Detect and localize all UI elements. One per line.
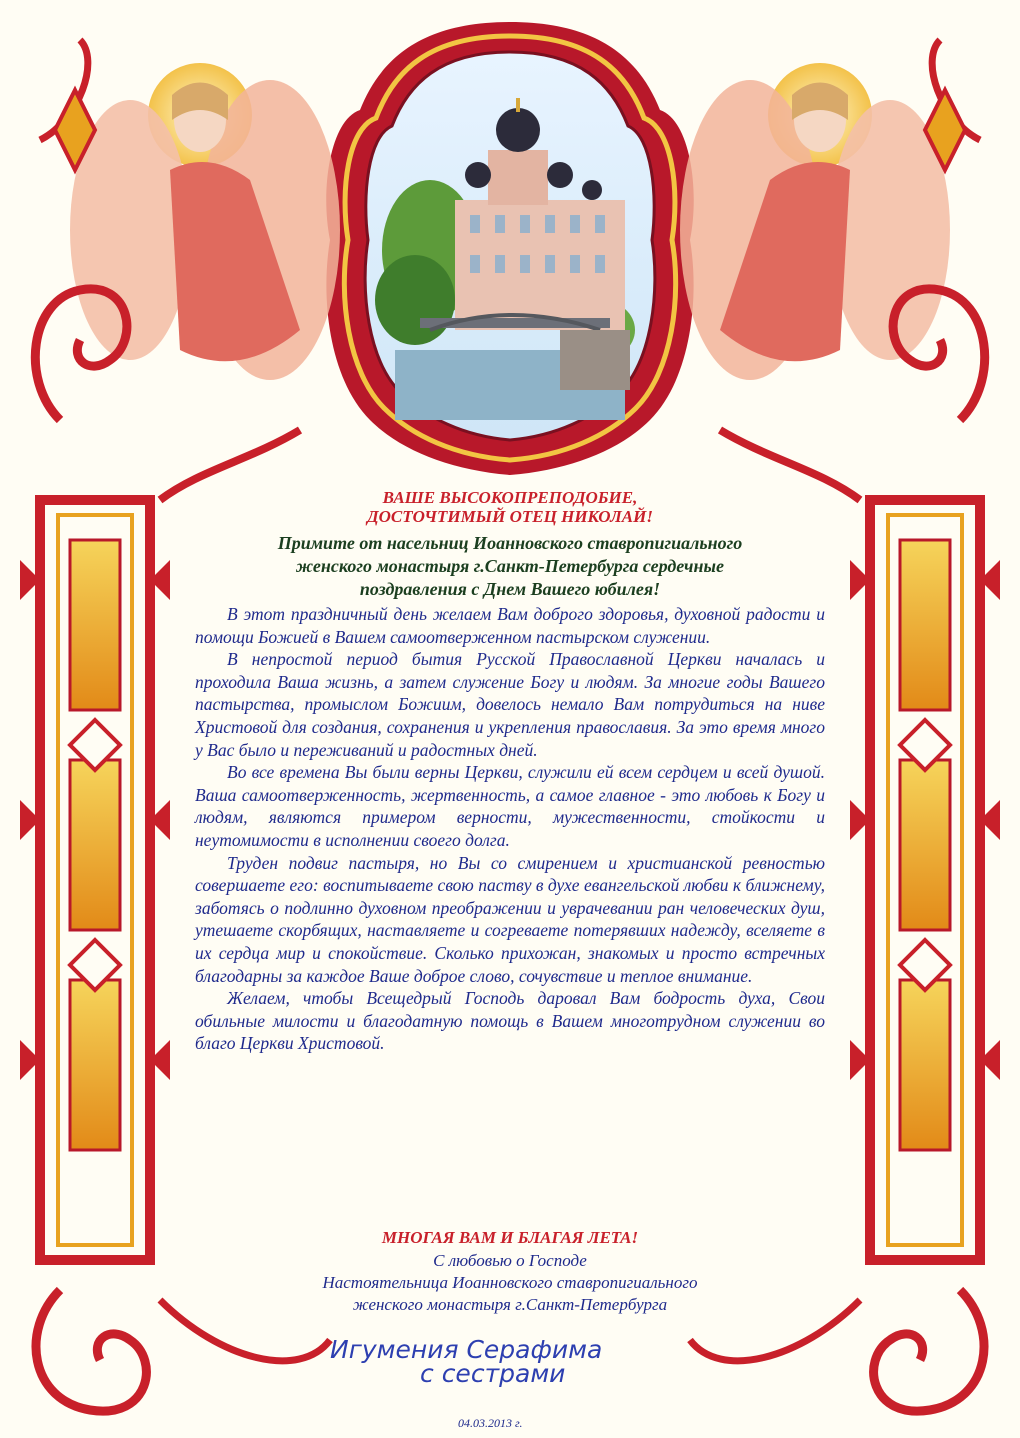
salutation-line-1: ВАШЕ ВЫСОКОПРЕПОДОБИЕ, xyxy=(382,488,638,507)
right-angel xyxy=(680,63,950,380)
intro-line-2: женского монастыря г.Санкт-Петербурга сердечные xyxy=(296,556,724,576)
letter-body xyxy=(195,603,825,1055)
signature-line-2: Настоятельница Иоанновского ставропигиального xyxy=(322,1273,698,1292)
left-angel xyxy=(70,63,340,380)
signature-line-3: женского монастыря г.Санкт-Петербурга xyxy=(352,1295,668,1314)
signature-block xyxy=(195,1250,825,1316)
handwritten-line-2: с сестрами xyxy=(420,1359,566,1388)
handwritten-line-1: Игумения Серафима xyxy=(330,1335,603,1364)
closing-wish: МНОГАЯ ВАМ И БЛАГАЯ ЛЕТА! xyxy=(381,1228,639,1247)
intro-line-3: поздравления с Днем Вашего юбилея! xyxy=(359,579,661,599)
signature-line-1: С любовью о Господе xyxy=(433,1251,587,1270)
monastery-cartouche xyxy=(326,22,694,475)
salutation xyxy=(195,488,825,526)
salutation-line-2: ДОСТОЧТИМЫЙ ОТЕЦ НИКОЛАЙ! xyxy=(367,507,653,526)
intro-block xyxy=(195,532,825,601)
letter-date: 04.03.2013 г. xyxy=(458,1416,523,1430)
paragraph: В непростой период бытия Русской Православной Церкви началась и проходила Ваша жизнь, а затем служение Богу и людям. За многие годы Вашего пастырства, промыслом Божиим, довелось немало Вам потрудиться на ниве Христовой для создания, сохранения и укрепления православия. За это время много у Вас было и переживаний и радостных дней. xyxy=(195,649,825,760)
paragraph: Труден подвиг пастыря, но Вы со смирением и христианской ревностью совершаете его: воспитываете свою паству в духе евангельской любви к ближнему, заботясь о подлинно духовном преображении и уврачевании ран человеческих душ, утешаете скорбящих, наставляете и согреваете потерявших надежду, вселяете в их сердца мир и спокойствие. Сколько прихожан, знакомых и просто встречных благодарны за каждое Ваше доброе слово, сочувствие и теплое внимание. xyxy=(195,852,825,986)
paragraph: В этот праздничный день желаем Вам доброго здоровья, духовной радости и помощи Божией в Вашем самоотверженном пастырском служении. xyxy=(195,604,825,647)
paragraph: Во все времена Вы были верны Церкви, служили ей всем сердцем и всей душой. Ваша самоотверженность, жертвенность, а самое главное - это любовь к Богу и людям, являются примером верности, мужественности, стойкости и неутомимости в исполнении своего долга. xyxy=(195,762,825,850)
paragraph: Желаем, чтобы Всещедрый Господь даровал Вам бодрость духа, Свои обильные милости и благодатную помощь в Вашем многотрудном служении во благо Церкви Христовой. xyxy=(195,988,825,1054)
intro-line-1: Примите от насельниц Иоанновского ставропигиального xyxy=(277,533,743,553)
handwritten-signature xyxy=(330,1335,603,1388)
